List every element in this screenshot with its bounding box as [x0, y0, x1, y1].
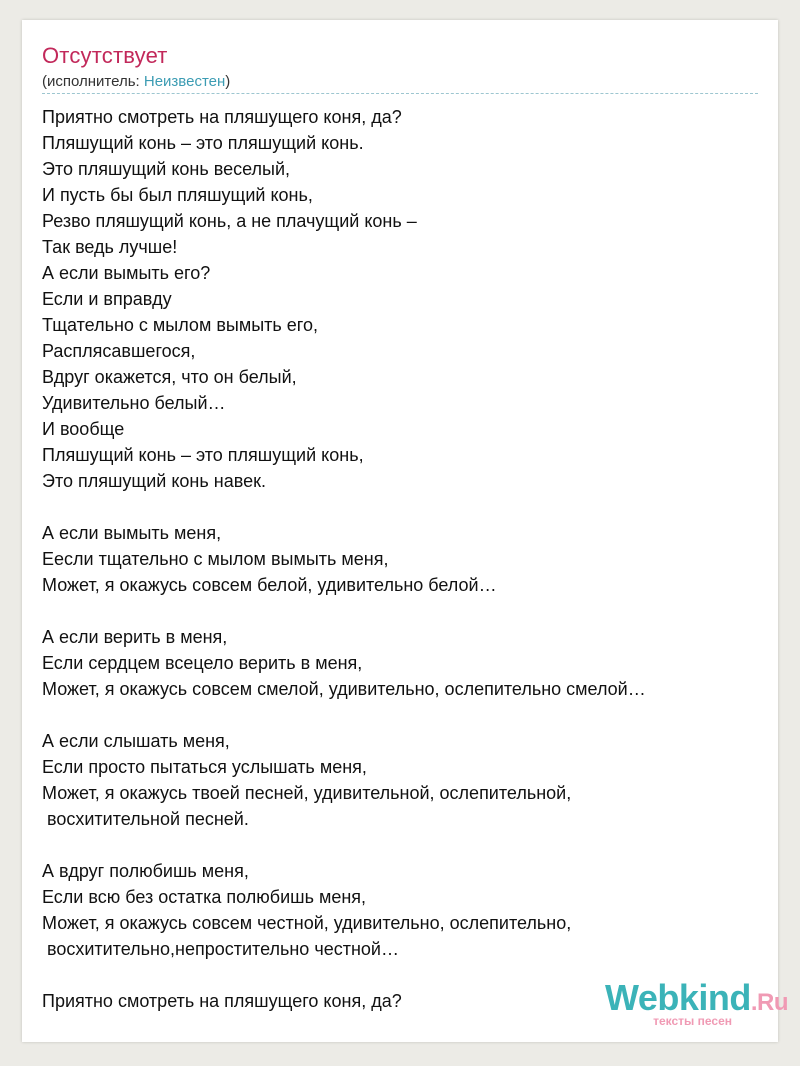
lyric-line: Если просто пытаться услышать меня, — [42, 757, 367, 777]
stanza-break — [42, 598, 758, 624]
lyric-line: Может, я окажусь твоей песней, удивительной, ослепительной, — [42, 783, 572, 803]
artist-link[interactable]: Неизвестен — [143, 73, 226, 90]
lyric-line: Это пляшущий конь навек. — [42, 471, 266, 491]
lyric-line: Может, я окажусь совсем честной, удивительно, ослепительно, — [42, 913, 572, 933]
lyric-line: Приятно смотреть на пляшущего коня, да? — [42, 107, 402, 127]
logo-main-text: Webkind — [604, 977, 751, 1018]
stanza-break — [42, 494, 758, 520]
lyric-line: И вообще — [42, 419, 125, 439]
lyric-line: Резво пляшущий конь, а не плачущий конь – — [42, 211, 417, 231]
lyric-line: восхитительно,непростительно честной… — [42, 939, 399, 959]
stanza-break — [42, 832, 758, 858]
lyric-line: А если слышать меня, — [42, 731, 230, 751]
lyric-line: Может, я окажусь совсем белой, удивительно белой… — [42, 575, 497, 595]
lyric-line: Если всю без остатка полюбишь меня, — [42, 887, 367, 907]
lyric-line: Если и вправду — [42, 289, 172, 309]
lyric-line: А если вымыть меня, — [42, 523, 222, 543]
lyric-line: Еесли тщательно с мылом вымыть меня, — [42, 549, 389, 569]
lyric-line: А если верить в меня, — [42, 627, 228, 647]
lyric-line: Приятно смотреть на пляшущего коня, да? — [42, 991, 402, 1011]
lyric-line: Расплясавшегося, — [42, 341, 196, 361]
logo-tld: Ru — [757, 989, 788, 1016]
lyric-line: А если вымыть его? — [42, 263, 211, 283]
lyric-line: Так ведь лучше! — [42, 237, 178, 257]
lyric-line: Если сердцем всецело верить в меня, — [42, 653, 363, 673]
lyric-line: Удивительно белый… — [42, 393, 226, 413]
lyric-line: Может, я окажусь совсем смелой, удивительно, ослепительно смелой… — [42, 679, 646, 699]
lyric-line: Пляшущий конь – это пляшущий конь. — [42, 133, 364, 153]
logo-dot: . — [750, 989, 757, 1016]
lyric-line: Вдруг окажется, что он белый, — [42, 367, 297, 387]
artist-prefix: (исполнитель: — [42, 73, 144, 90]
lyric-line: И пусть бы был пляшущий конь, — [42, 185, 313, 205]
logo-tagline: тексты песен — [653, 1014, 732, 1028]
stanza-break — [42, 702, 758, 728]
artist-suffix: ) — [225, 73, 231, 90]
lyric-line: Тщательно с мылом вымыть его, — [42, 315, 318, 335]
lyrics-body — [42, 104, 758, 1014]
lyric-line: Это пляшущий конь веселый, — [42, 159, 291, 179]
artist-line — [42, 72, 230, 92]
lyric-line: Пляшущий конь – это пляшущий конь, — [42, 445, 364, 465]
lyrics-card — [22, 20, 778, 1042]
song-title: Отсутствует — [42, 43, 168, 68]
lyric-line: восхитительной песней. — [42, 809, 249, 829]
title-divider — [42, 93, 758, 94]
lyric-line: А вдруг полюбишь меня, — [42, 861, 249, 881]
